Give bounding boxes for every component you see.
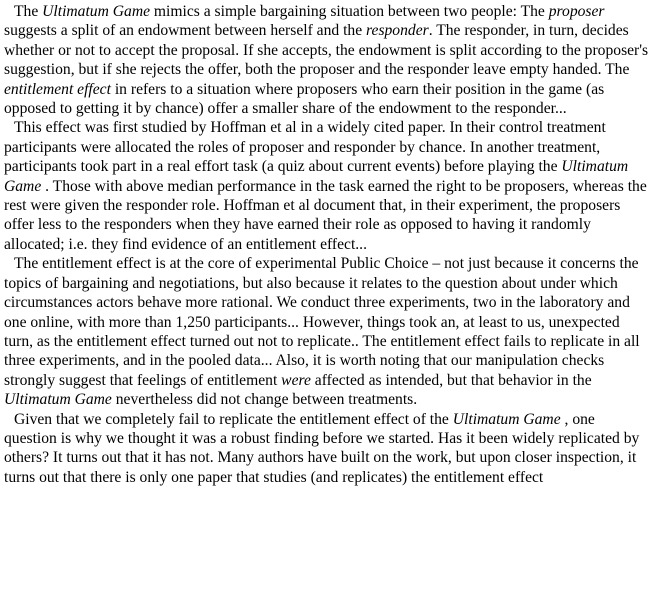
italic-text-run: Ultimatum Game [452,410,561,428]
italic-text-run: Ultimatum Game [42,3,151,20]
text-run: . Those with above median performance in the task earned the right to be proposers, whereas the rest were given the responder role. Hoffman et al document that, in their experiment, the proposers offer less to the responders when they have earned their role as opposed to having it randomly allocated; i.e. they find evidence of an entitlement effect... [4,177,647,253]
text-run: mimics a simple bargaining situation between two people: The [150,3,549,20]
text-run: , one question is why we thought it was a robust finding before we started. Has it been widely replicated by others? It turns out that it has not. Many authors have built on the work, but upon closer inspection, it turns out that there is only one paper that studies (and replicates) the entitlement effect [4,410,640,486]
text-run: The [14,3,43,20]
text-run: The entitlement effect is at the core of experimental Public Choice – not just because it concerns the topics of bargaining and negotiations, but also because it relates to the question about under which circumstances actors behave more rational. We conduct three experiments, two in the laboratory and one online, with more than 1,250 participants... However, things took an, at least to us, unexpected turn, as the entitlement effect turned out not to replicate.. The entitlement effect fails to replicate in all three experiments, and in the pooled data... Also, it is worth noting that our manipulation checks strongly suggest that feelings of entitlement [4,255,640,389]
italic-text-run: entitlement effect [4,80,111,98]
text-run: Given that we completely fail to replicate the entitlement effect of the [14,410,453,428]
paragraph-4 [4,410,649,488]
text-run: suggests a split of an endowment between herself and the [4,22,367,40]
italic-text-run: proposer [548,3,605,20]
text-run: nevertheless did not change between treatments. [111,391,418,409]
italic-text-run: were [281,371,311,389]
text-run: . The responder, in turn, decides whether or not to accept the proposal. If she accepts, the endowment is split according to the proposer's suggestion, but if she rejects the offer, both the proposer and the responder leave empty handed. The [4,22,649,79]
text-run: affected as intended, but that behavior in the [310,371,592,389]
italic-text-run: responder [366,22,429,40]
paragraph-1 [4,2,649,118]
italic-text-run: Ultimatum Game [4,158,629,195]
paragraph-3 [4,254,649,409]
text-run: in refers to a situation where proposers who earn their position in the game (as opposed to getting it by chance) offer a smaller share of the endowment to the responder... [4,80,605,118]
italic-text-run: Ultimatum Game [4,391,112,409]
text-run: This effect was first studied by Hoffman et al in a widely cited paper. In their control treatment participants were allocated the roles of proposer and responder by chance. In another treatment, participants took part in a real effort task (a quiz about current events) before playing the [4,119,606,176]
paragraph-2 [4,118,649,254]
